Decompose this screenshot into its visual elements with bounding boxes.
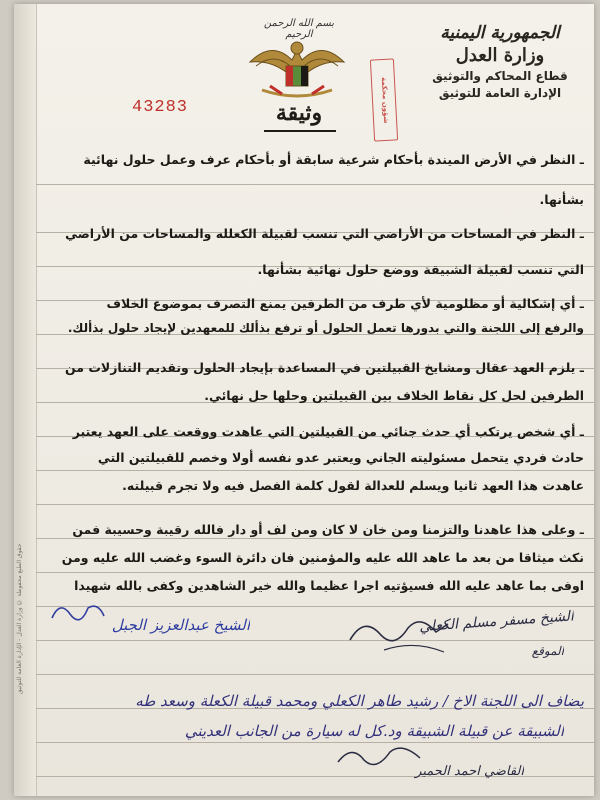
handwritten-note-2: الشبيقة عن قبيلة الشبيقة ود.كل له سيارة من الجانب العديني (184, 722, 564, 740)
basmala: بسم الله الرحمن الرحيم (263, 18, 335, 40)
document-title: وثيقة (275, 100, 323, 126)
administration-name: الإدارة العامة للتوثيق (438, 86, 562, 100)
document-sheet (14, 4, 594, 796)
paragraph-3-line-1: ـ أي إشكالية أو مظلومية لأي طرف من الطرفين يمنع التصرف بموضوع الخلاف (106, 296, 584, 311)
paragraph-1-line-1: ـ النظر في الأرض الميندة بأحكام شرعية سابقة أو بأحكام عرف وعمل حلول نهائية (83, 152, 584, 167)
paragraph-1-line-2: بشأنها. (539, 192, 584, 207)
bottom-signature: القاضي احمد الحمير (415, 764, 524, 779)
ruled-line (36, 470, 594, 471)
title-underline (264, 130, 336, 132)
paragraph-2-line-1: ـ النظر في المساحات من الأراضي التي تنسب لقبيلة الكعلله والمساحات من الأراضي (65, 226, 584, 241)
ruled-line (36, 640, 594, 641)
paragraph-2-line-2: التي تنسب لقبيلة الشبيقة ووضع حلول نهائية بشأنها. (257, 262, 584, 277)
paragraph-5-line-3: عاهدت هذا العهد ثانيا ويسلم للعدالة لقول كلمة الفصل فيه ولا تجرم قبيلته. (122, 478, 584, 493)
paragraph-4-line-1: ـ يلزم العهد عقال ومشايخ القبيلتين في المساعدة بإيجاد الحلول وتقديم التنازلات من (65, 360, 584, 375)
ministry-header (420, 22, 580, 102)
document-number: 43283 (132, 98, 189, 117)
paragraph-4-line-2: الطرفين لحل كل نقاط الخلاف بين القبيلتين وحلها حل نهائي. (204, 388, 584, 403)
signature-right-caption: الموقع (531, 644, 564, 658)
ruled-line (36, 572, 594, 573)
republic-name: الجمهورية اليمنية (440, 23, 560, 43)
ruled-line (36, 742, 594, 743)
paragraph-6-line-3: اوفى بما عاهد عليه الله فسيؤتيه اجرا عظيما والله خير الشاهدين وكفى بالله شهيدا (74, 578, 584, 593)
ruled-line (36, 184, 594, 185)
eagle-emblem-icon (242, 20, 352, 110)
side-copyright-note: حقوق الطبع محفوظة © وزارة العدل - الإدارة العامة للتوثيق (16, 543, 23, 694)
ruled-line (36, 606, 594, 607)
signature-left-flourish-icon (48, 596, 108, 626)
paragraph-3-line-2: والرفع إلى اللجنة والتي بدورها تعمل الحلول أو ترفع بذألك للمعهدين لإيجاد حلول بذألك. (67, 321, 584, 335)
ruled-line (36, 674, 594, 675)
signature-right-flourish-icon (344, 610, 454, 660)
signature-left: الشيخ عبدالعزيز الجبل (111, 616, 250, 634)
paragraph-6-line-1: ـ وعلى هذا عاهدنا والتزمنا ومن خان لا كان ومن لف أو دار فالله رقيبة وحسيبة فمن (72, 522, 584, 537)
ruled-line (36, 504, 594, 505)
paragraph-5-line-1: ـ أي شخص يرتكب أي حدث جنائي من القبيلتين التي عاهدت ووقعت على العهد يعتبر (72, 424, 584, 439)
paragraph-5-line-2: حادث فردي يتحمل مسئوليته الجاني ويعتبر عدو نفسه أولا وخصم للقبيلتين التي (97, 450, 584, 465)
ministry-name: وزارة العدل (455, 45, 545, 66)
paragraph-6-line-2: نكث ميثاقا من بعد ما عاهد الله عليه والمؤمنين فان دائرة السوء وغضب الله عليه ومن (61, 550, 584, 565)
sector-name: قطاع المحاكم والتوثيق (432, 69, 568, 83)
signature-right: الشيخ مسفر مسلم الكعلي (418, 608, 575, 636)
red-stamp: شؤون محكمة (370, 58, 398, 141)
handwritten-note-1: يضاف الى اللجنة الاخ / رشيد طاهر الكعلي ومحمد قبيلة الكعلة وسعد طه (135, 692, 584, 710)
